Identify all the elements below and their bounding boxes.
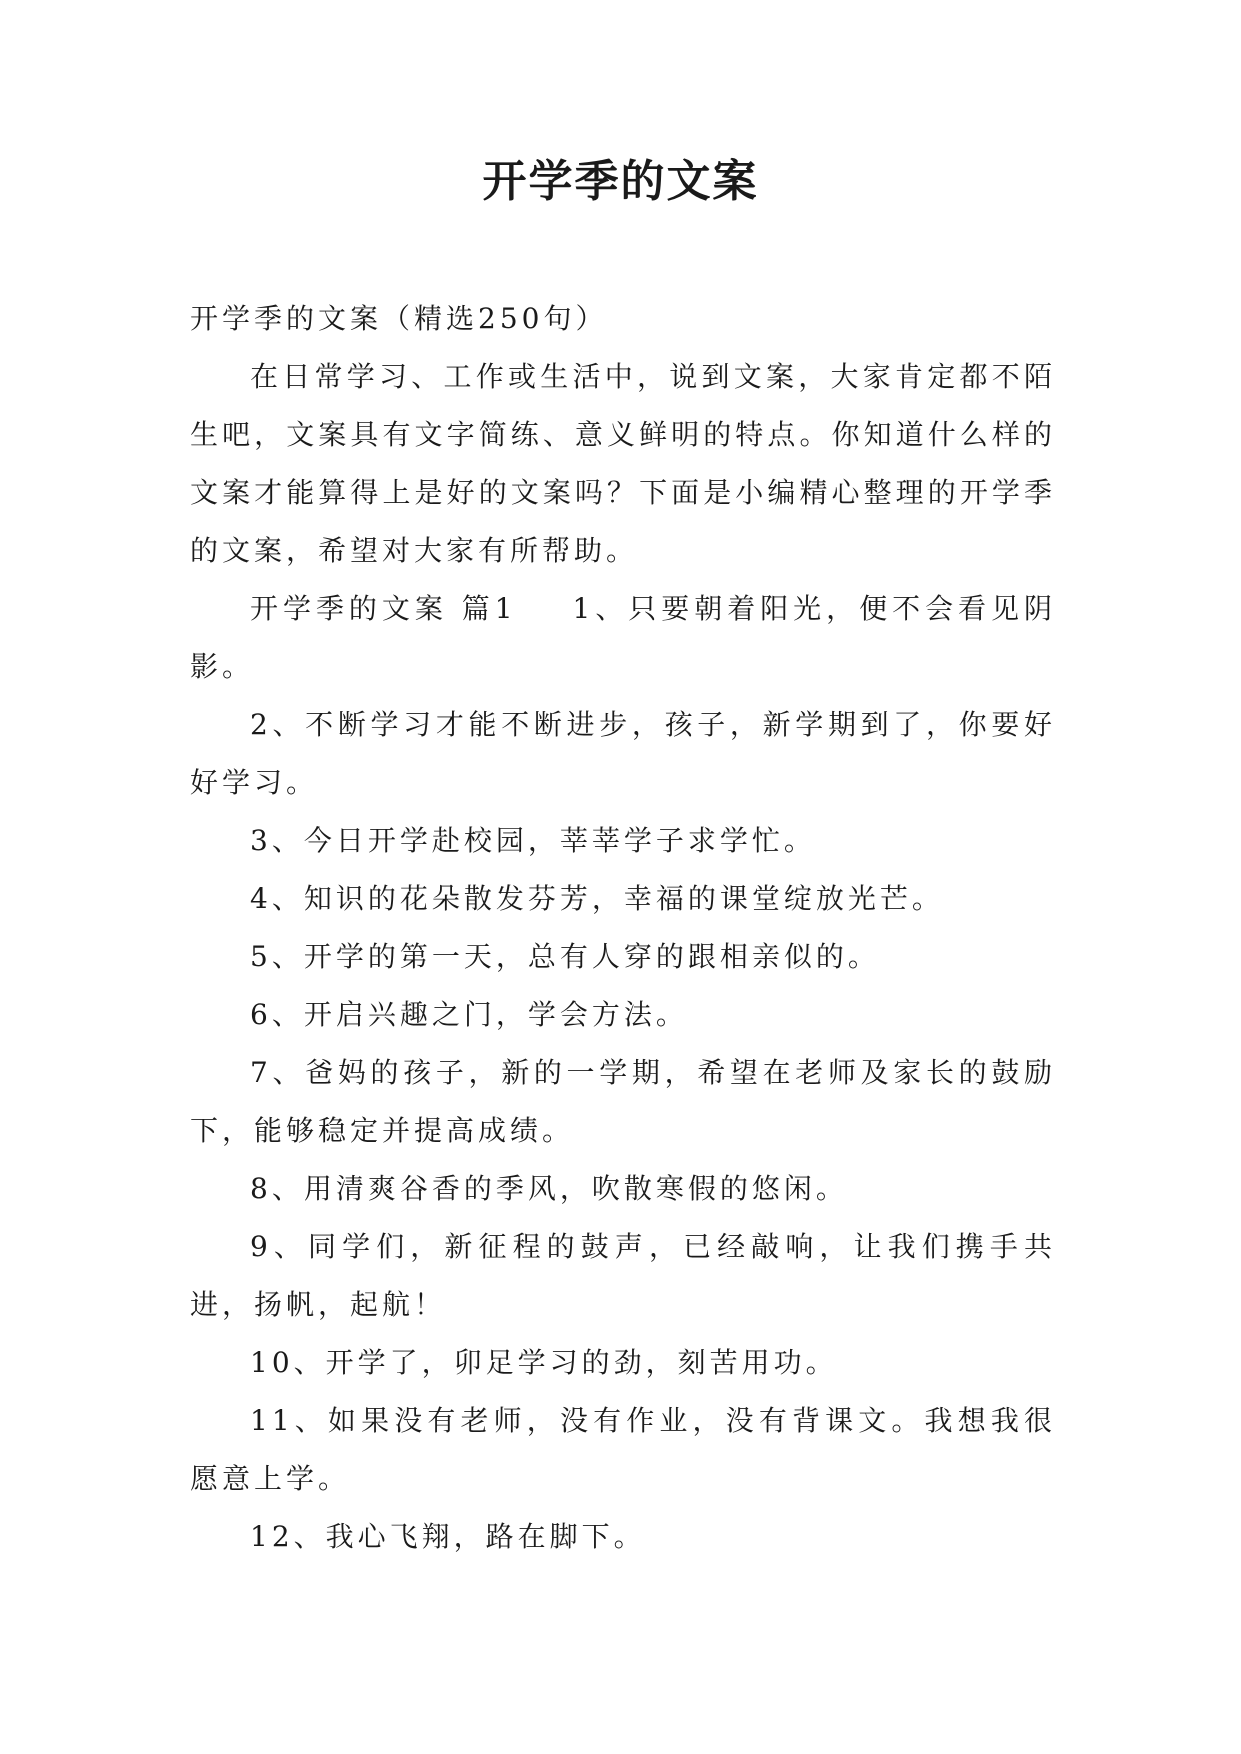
list-item: 6、开启兴趣之门，学会方法。: [250, 998, 688, 1031]
list-item: 4、知识的花朵散发芬芳，幸福的课堂绽放光芒。: [250, 882, 944, 915]
document-body: [190, 290, 1056, 1566]
list-item: 10、开学了，卯足学习的劲，刻苦用功。: [250, 1346, 838, 1379]
section-heading: 开学季的文案 篇1: [250, 592, 517, 625]
list-item: 12、我心飞翔，路在脚下。: [250, 1520, 646, 1553]
list-item: 3、今日开学赴校园，莘莘学子求学忙。: [250, 824, 816, 857]
list-item: 7、爸妈的孩子，新的一学期，希望在老师及家长的鼓励下，能够稳定并提高成绩。: [190, 1056, 1056, 1147]
list-item: 2、不断学习才能不断进步，孩子，新学期到了，你要好好学习。: [190, 708, 1056, 799]
section-paragraph: [190, 580, 1056, 696]
list-item: 1、只要朝着阳光，便不会看见阴影。: [190, 592, 1056, 683]
document-subtitle: 开学季的文案（精选250句）: [190, 302, 608, 335]
list-item: 9、同学们，新征程的鼓声，已经敲响，让我们携手共进，扬帆，起航！: [190, 1230, 1056, 1321]
intro-paragraph: 在日常学习、工作或生活中，说到文案，大家肯定都不陌生吧，文案具有文字简练、意义鲜明的特点。你知道什么样的文案才能算得上是好的文案吗？下面是小编精心整理的开学季的文案，希望对大家有所帮助。: [190, 360, 1056, 567]
list-item: 11、如果没有老师，没有作业，没有背课文。我想我很愿意上学。: [190, 1404, 1056, 1495]
list-item: 5、开学的第一天，总有人穿的跟相亲似的。: [250, 940, 880, 973]
list-item: 8、用清爽谷香的季风，吹散寒假的悠闲。: [250, 1172, 848, 1205]
document-title: 开学季的文案: [482, 156, 759, 207]
